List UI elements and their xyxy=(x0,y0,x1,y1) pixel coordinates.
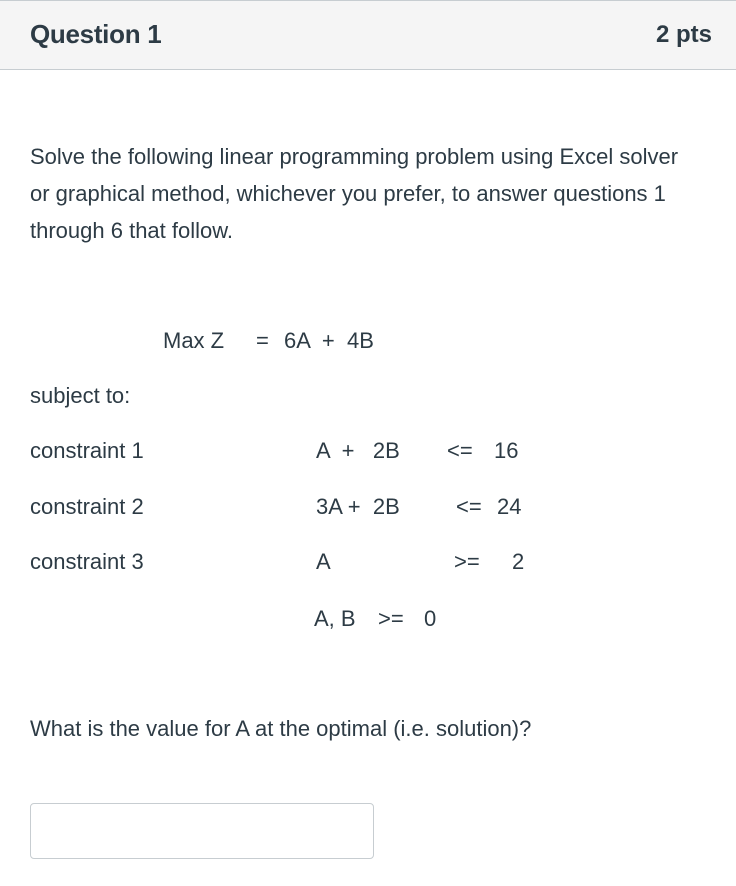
constraint-2-operator: <= xyxy=(456,494,482,519)
constraint-1-lhs: A + 2B xyxy=(316,438,400,463)
constraint-2-rhs: 24 xyxy=(497,494,522,519)
question-header xyxy=(0,0,736,70)
constraint-1-name: constraint 1 xyxy=(30,438,144,463)
constraint-3-operator: >= xyxy=(454,549,480,574)
constraint-3-name: constraint 3 xyxy=(30,549,144,574)
question-title: Question 1 xyxy=(30,19,162,49)
subject-to-label: subject to: xyxy=(30,383,131,408)
constraint-1-rhs: 16 xyxy=(494,438,519,463)
answer-input[interactable] xyxy=(30,803,374,859)
objective-label: Max Z xyxy=(163,328,225,353)
nonnegativity-rhs: 0 xyxy=(424,606,437,631)
question-points: 2 pts xyxy=(655,21,712,48)
objective-expression: 6A + 4B xyxy=(284,328,374,353)
constraint-2-lhs: 3A + 2B xyxy=(316,494,400,519)
nonnegativity-operator: >= xyxy=(378,606,404,631)
objective-equals: = xyxy=(256,328,269,353)
question-prompt: What is the value for A at the optimal (i.e. solution)? xyxy=(30,716,532,741)
constraint-1-operator: <= xyxy=(447,438,473,463)
constraint-3-lhs: A xyxy=(316,549,331,574)
problem-intro: Solve the following linear programming problem using Excel solver or graphical method, whichever you prefer, to answer questions 1 through 6 that follow. xyxy=(30,144,679,243)
constraint-3-rhs: 2 xyxy=(512,549,525,574)
nonnegativity-vars: A, B xyxy=(314,606,356,631)
constraint-2-name: constraint 2 xyxy=(30,494,144,519)
